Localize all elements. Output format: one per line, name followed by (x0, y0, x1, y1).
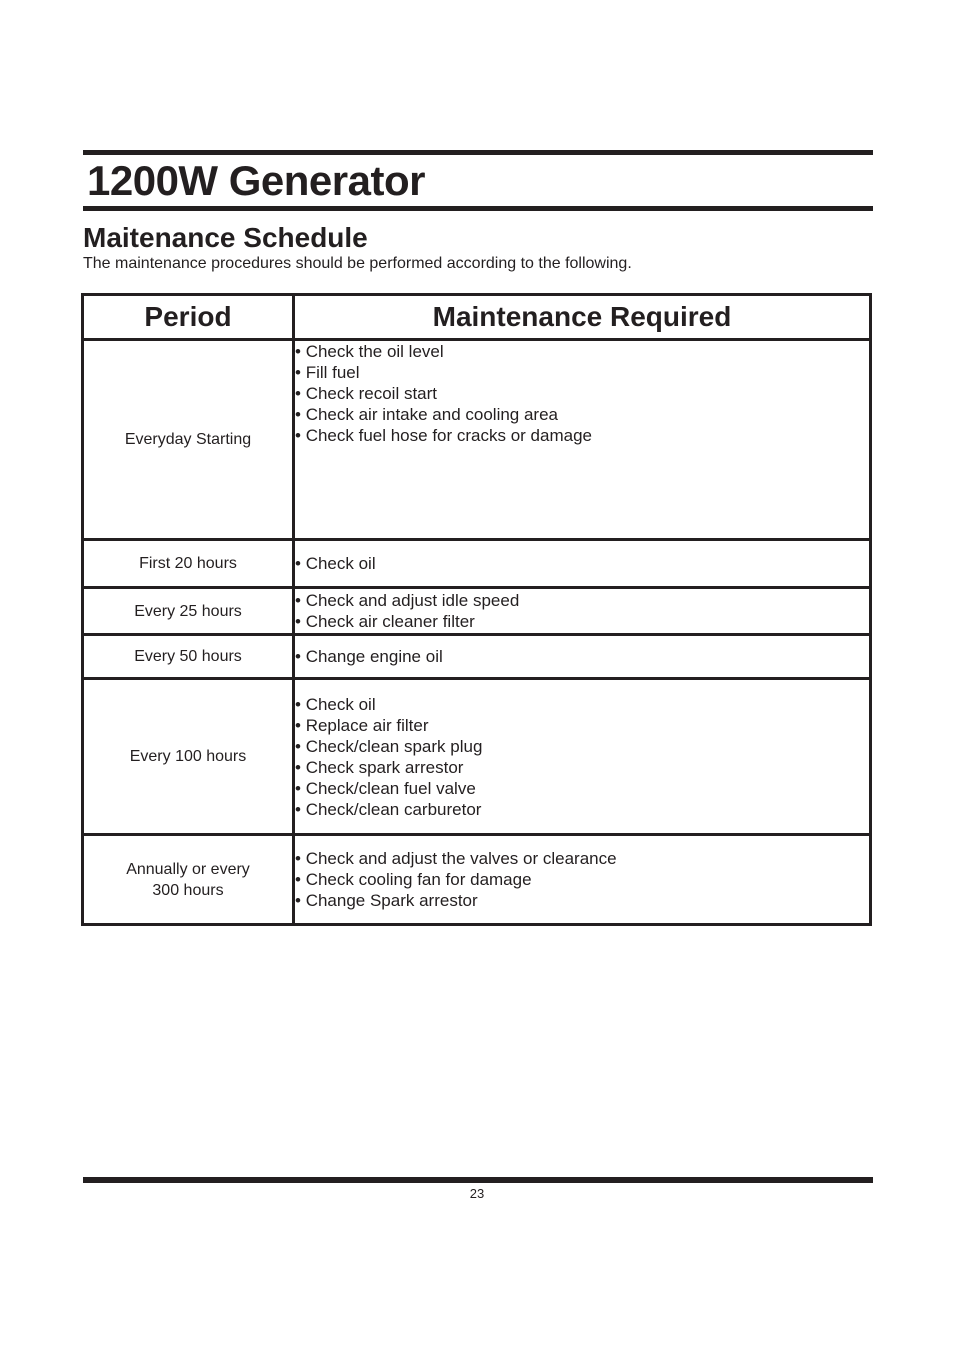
task-item: • Replace air filter (295, 715, 869, 736)
document-title: 1200W Generator (87, 157, 425, 204)
table-row (83, 340, 871, 540)
task-item: • Check oil (295, 553, 869, 574)
task-item: • Check oil (295, 694, 869, 715)
task-item: • Check/clean carburetor (295, 799, 869, 820)
task-item: • Check fuel hose for cracks or damage (295, 425, 869, 446)
period-column-header: Period (83, 295, 294, 340)
table-row (83, 540, 871, 588)
table-row (83, 635, 871, 679)
footer-rule (83, 1177, 873, 1183)
task-item: • Change engine oil (295, 646, 869, 667)
task-list (295, 553, 869, 574)
task-list (295, 848, 869, 911)
task-item: • Check and adjust the valves or clearance (295, 848, 869, 869)
task-item: • Check the oil level (295, 341, 869, 362)
period-cell: Every 25 hours (83, 588, 294, 635)
task-item: • Check and adjust idle speed (295, 590, 869, 611)
tasks-cell (294, 835, 871, 925)
maintenance-column-header: Maintenance Required (294, 295, 871, 340)
period-cell: Annually or every 300 hours (83, 835, 294, 925)
task-item: • Check air intake and cooling area (295, 404, 869, 425)
table-row (83, 588, 871, 635)
task-item: • Check/clean spark plug (295, 736, 869, 757)
period-cell: First 20 hours (83, 540, 294, 588)
task-list (295, 590, 869, 632)
period-cell: Everyday Starting (83, 340, 294, 540)
task-list (295, 341, 869, 446)
tasks-cell (294, 635, 871, 679)
period-cell: Every 50 hours (83, 635, 294, 679)
task-item: • Check recoil start (295, 383, 869, 404)
table-header-row (83, 295, 871, 340)
tasks-cell (294, 340, 871, 540)
maintenance-schedule-table (81, 293, 872, 926)
task-list (295, 694, 869, 820)
tasks-cell (294, 540, 871, 588)
tasks-cell (294, 679, 871, 835)
task-item: • Check air cleaner filter (295, 611, 869, 632)
table-row (83, 835, 871, 925)
section-heading: Maitenance Schedule (83, 222, 368, 253)
table-row (83, 679, 871, 835)
task-item: • Check cooling fan for damage (295, 869, 869, 890)
task-item: • Check/clean fuel valve (295, 778, 869, 799)
period-cell: Every 100 hours (83, 679, 294, 835)
task-item: • Fill fuel (295, 362, 869, 383)
tasks-cell (294, 588, 871, 635)
section-intro: The maintenance procedures should be performed according to the following. (83, 255, 632, 272)
task-item: • Check spark arrestor (295, 757, 869, 778)
page-number: 23 (469, 1186, 485, 1201)
task-item: • Change Spark arrestor (295, 890, 869, 911)
task-list (295, 646, 869, 667)
title-underline-rule (83, 206, 873, 211)
